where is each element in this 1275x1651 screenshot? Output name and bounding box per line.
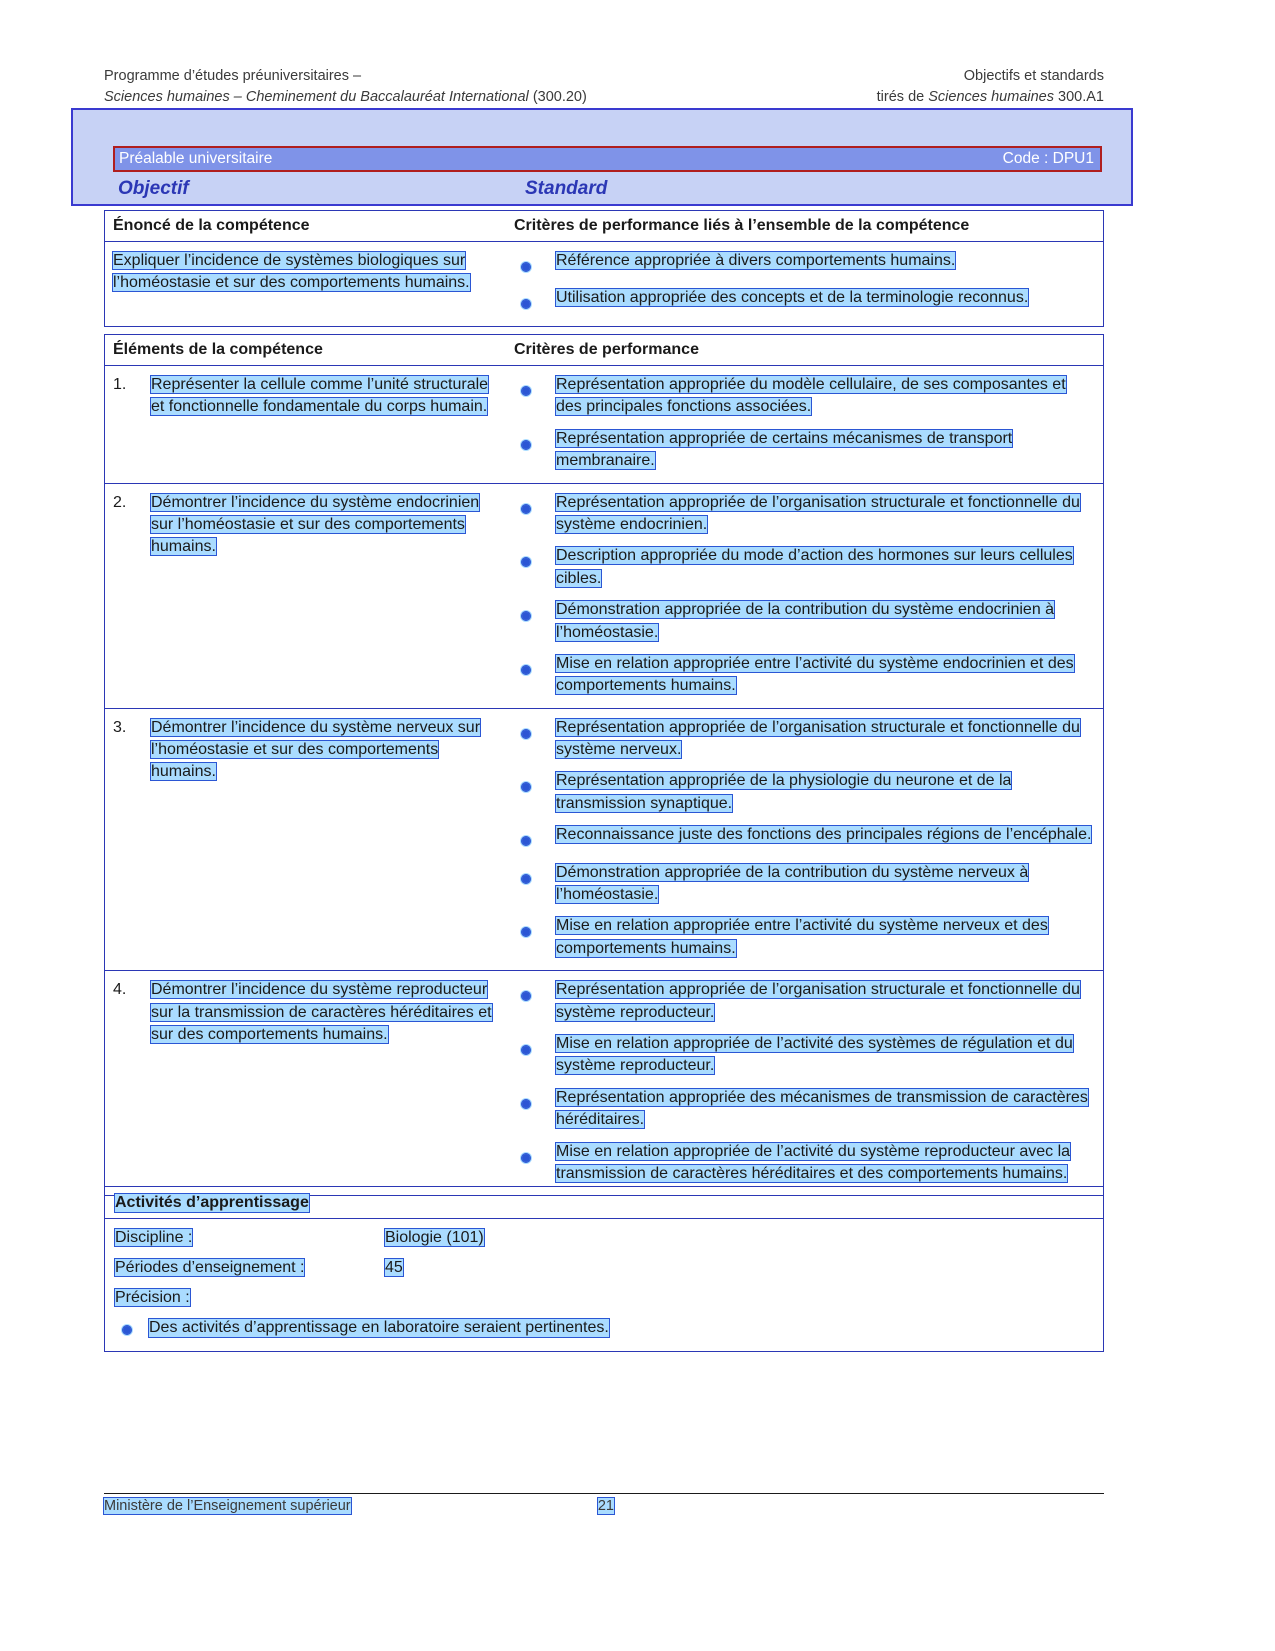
discipline-row [115,1229,1093,1247]
header-program-label: Programme d’études préuniversitaires – [104,68,362,84]
bullet-icon [514,599,556,644]
competence-statement-header: Énoncé de la compétence [113,217,310,234]
activities-title-row [105,1187,1103,1219]
list-item [514,492,1095,537]
criterion-text: Représentation appropriée du modèle cellulaire, de ses composantes et des principales fonctions associées. [556,376,1066,416]
criterion-text: Démonstration appropriée de la contribution du système endocrinien à l’homéostasie. [556,601,1055,641]
list-item [514,428,1095,473]
competence-statement-text: Expliquer l’incidence de systèmes biologiques sur l’homéostasie et sur des comportements humains. [113,252,470,292]
criterion-text: Représentation appropriée de la physiologie du neurone et de la transmission synaptique. [556,772,1012,812]
bullet-icon [514,1141,556,1186]
criterion-text: Description appropriée du mode d’action des hormones sur leurs cellules cibles. [556,547,1073,587]
competence-criteria-header: Critères de performance liés à l’ensemble de la compétence [514,217,970,234]
bullet-icon [514,653,556,698]
element-cell [105,709,509,971]
competence-criteria-cell [509,242,1103,326]
list-item [514,770,1095,815]
criteria-cell [509,709,1103,971]
competence-table [104,210,1104,327]
footer-content [104,1498,1104,1514]
criterion-text: Représentation appropriée des mécanismes de transmission de caractères héréditaires. [556,1088,1088,1129]
element-number: 3. [113,718,127,736]
element-number: 4. [113,981,127,999]
competence-statement-cell [105,242,509,326]
element-cell [105,366,509,483]
list-item [514,653,1095,698]
bullet-icon [514,250,556,278]
list-item [514,717,1095,762]
list-item [514,1087,1095,1132]
bullet-icon [514,545,556,590]
performance-criteria-header: Critères de performance [514,341,699,358]
bullet-icon [514,1033,556,1078]
bullet-icon [514,428,556,473]
bullet-icon [514,824,556,852]
table-row [105,709,1103,972]
periods-value: 45 [385,1259,403,1276]
criterion-text: Mise en relation appropriée entre l’activité du système nerveux et des comportements humains. [556,917,1048,957]
list-item [514,287,1095,315]
list-item [514,545,1095,590]
precision-row [115,1289,1093,1307]
elements-table [104,334,1104,1196]
bullet-icon [514,287,556,315]
competence-table-header [105,211,1103,242]
header-line-1 [104,66,1104,87]
table-row [105,971,1103,1195]
list-item [514,1141,1095,1186]
precision-label: Précision : [115,1289,190,1306]
table-row [105,484,1103,709]
bullet-icon [514,1087,556,1132]
page-number: 21 [597,1498,614,1514]
header-program-stream: Sciences humaines – Cheminement du Baccalauréat International (300.20) [104,89,587,106]
bullet-icon [514,915,556,960]
activities-title: Activités d’apprentissage [115,1193,309,1211]
criterion-text: Représentation appropriée de l’organisation structurale et fonctionnelle du système endocrinien. [556,493,1080,533]
criterion-text: Référence appropriée à divers comportements humains. [556,252,956,269]
criterion-text: Représentation appropriée de l’organisation structurale et fonctionnelle du système reproducteur. [556,981,1080,1021]
footer-divider [104,1493,1104,1494]
discipline-label: Discipline : [115,1229,193,1246]
list-item [514,824,1095,852]
bullet-icon [514,374,556,419]
page-footer [104,1493,1104,1514]
element-cell [105,971,509,1195]
criterion-text: Utilisation appropriée des concepts et de la terminologie reconnus. [556,289,1029,307]
element-text: Démontrer l’incidence du système endocrinien sur l’homéostasie et sur des comportements humains. [151,493,480,556]
element-text: Démontrer l’incidence du système reproducteur sur la transmission de caractères héréditaires et sur des comportements humains. [151,981,492,1043]
criterion-text: Reconnaissance juste des fonctions des principales régions de l’encéphale. [556,826,1092,844]
header-objectives-label: Objectifs et standards [963,68,1104,84]
periods-label: Périodes d’enseignement : [115,1259,305,1276]
criteria-cell [509,971,1103,1195]
list-item [514,599,1095,644]
bullet-icon [123,1326,131,1334]
bullet-icon [514,770,556,815]
objective-title: Objectif [118,178,189,199]
bullet-icon [514,979,556,1024]
header-source-reference: tirés de Sciences humaines 300.A1 [876,89,1104,106]
criterion-text: Représentation appropriée de l’organisation structurale et fonctionnelle du système nerveux. [556,718,1080,759]
page-header [104,66,1104,111]
element-number: 1. [113,376,127,393]
bullet-icon [514,717,556,762]
periods-row [115,1259,1093,1277]
bullet-icon [514,862,556,907]
elements-header: Éléments de la compétence [113,341,323,358]
criterion-text: Mise en relation appropriée de l’activité des systèmes de régulation et du système reproducteur. [556,1034,1073,1075]
header-line-2 [104,87,1104,108]
bullet-icon [514,492,556,537]
list-item [115,1319,1093,1337]
discipline-value: Biologie (101) [385,1229,484,1246]
competence-row [105,242,1103,326]
table-row [105,366,1103,484]
criteria-cell [509,484,1103,708]
criteria-cell [509,366,1103,483]
criterion-text: Mise en relation appropriée de l’activité du système reproducteur avec la transmission de caractères héréditaires et des comportements humains. [556,1142,1071,1182]
list-item [514,979,1095,1024]
criterion-text: Démonstration appropriée de la contribution du système nerveux à l’homéostasie. [556,863,1029,904]
prerequisite-label: Préalable universitaire [119,150,273,167]
element-number: 2. [113,493,127,511]
list-item [514,374,1095,419]
learning-activities-section [104,1186,1104,1352]
elements-table-header [105,335,1103,366]
standard-title: Standard [525,178,608,199]
list-item [514,1033,1095,1078]
code-badge: Code : DPU1 [1002,150,1094,167]
list-item [514,915,1095,960]
element-cell [105,484,509,708]
criterion-text: Mise en relation appropriée entre l’activité du système endocrinien et des comportements humains. [556,654,1074,695]
activities-body [105,1219,1103,1351]
list-item [514,862,1095,907]
element-text: Démontrer l’incidence du système nerveux sur l’homéostasie et sur des comportements humains. [151,718,481,781]
criterion-text: Représentation appropriée de certains mécanismes de transport membranaire. [556,429,1013,470]
prerequisite-code-bar [113,146,1102,172]
element-text: Représenter la cellule comme l’unité structurale et fonctionnelle fondamentale du corps humain. [151,376,489,416]
footer-ministry: Ministère de l’Enseignement supérieur [104,1498,351,1514]
precision-item-text: Des activités d’apprentissage en laboratoire seraient pertinentes. [149,1319,609,1336]
list-item [514,250,1095,278]
